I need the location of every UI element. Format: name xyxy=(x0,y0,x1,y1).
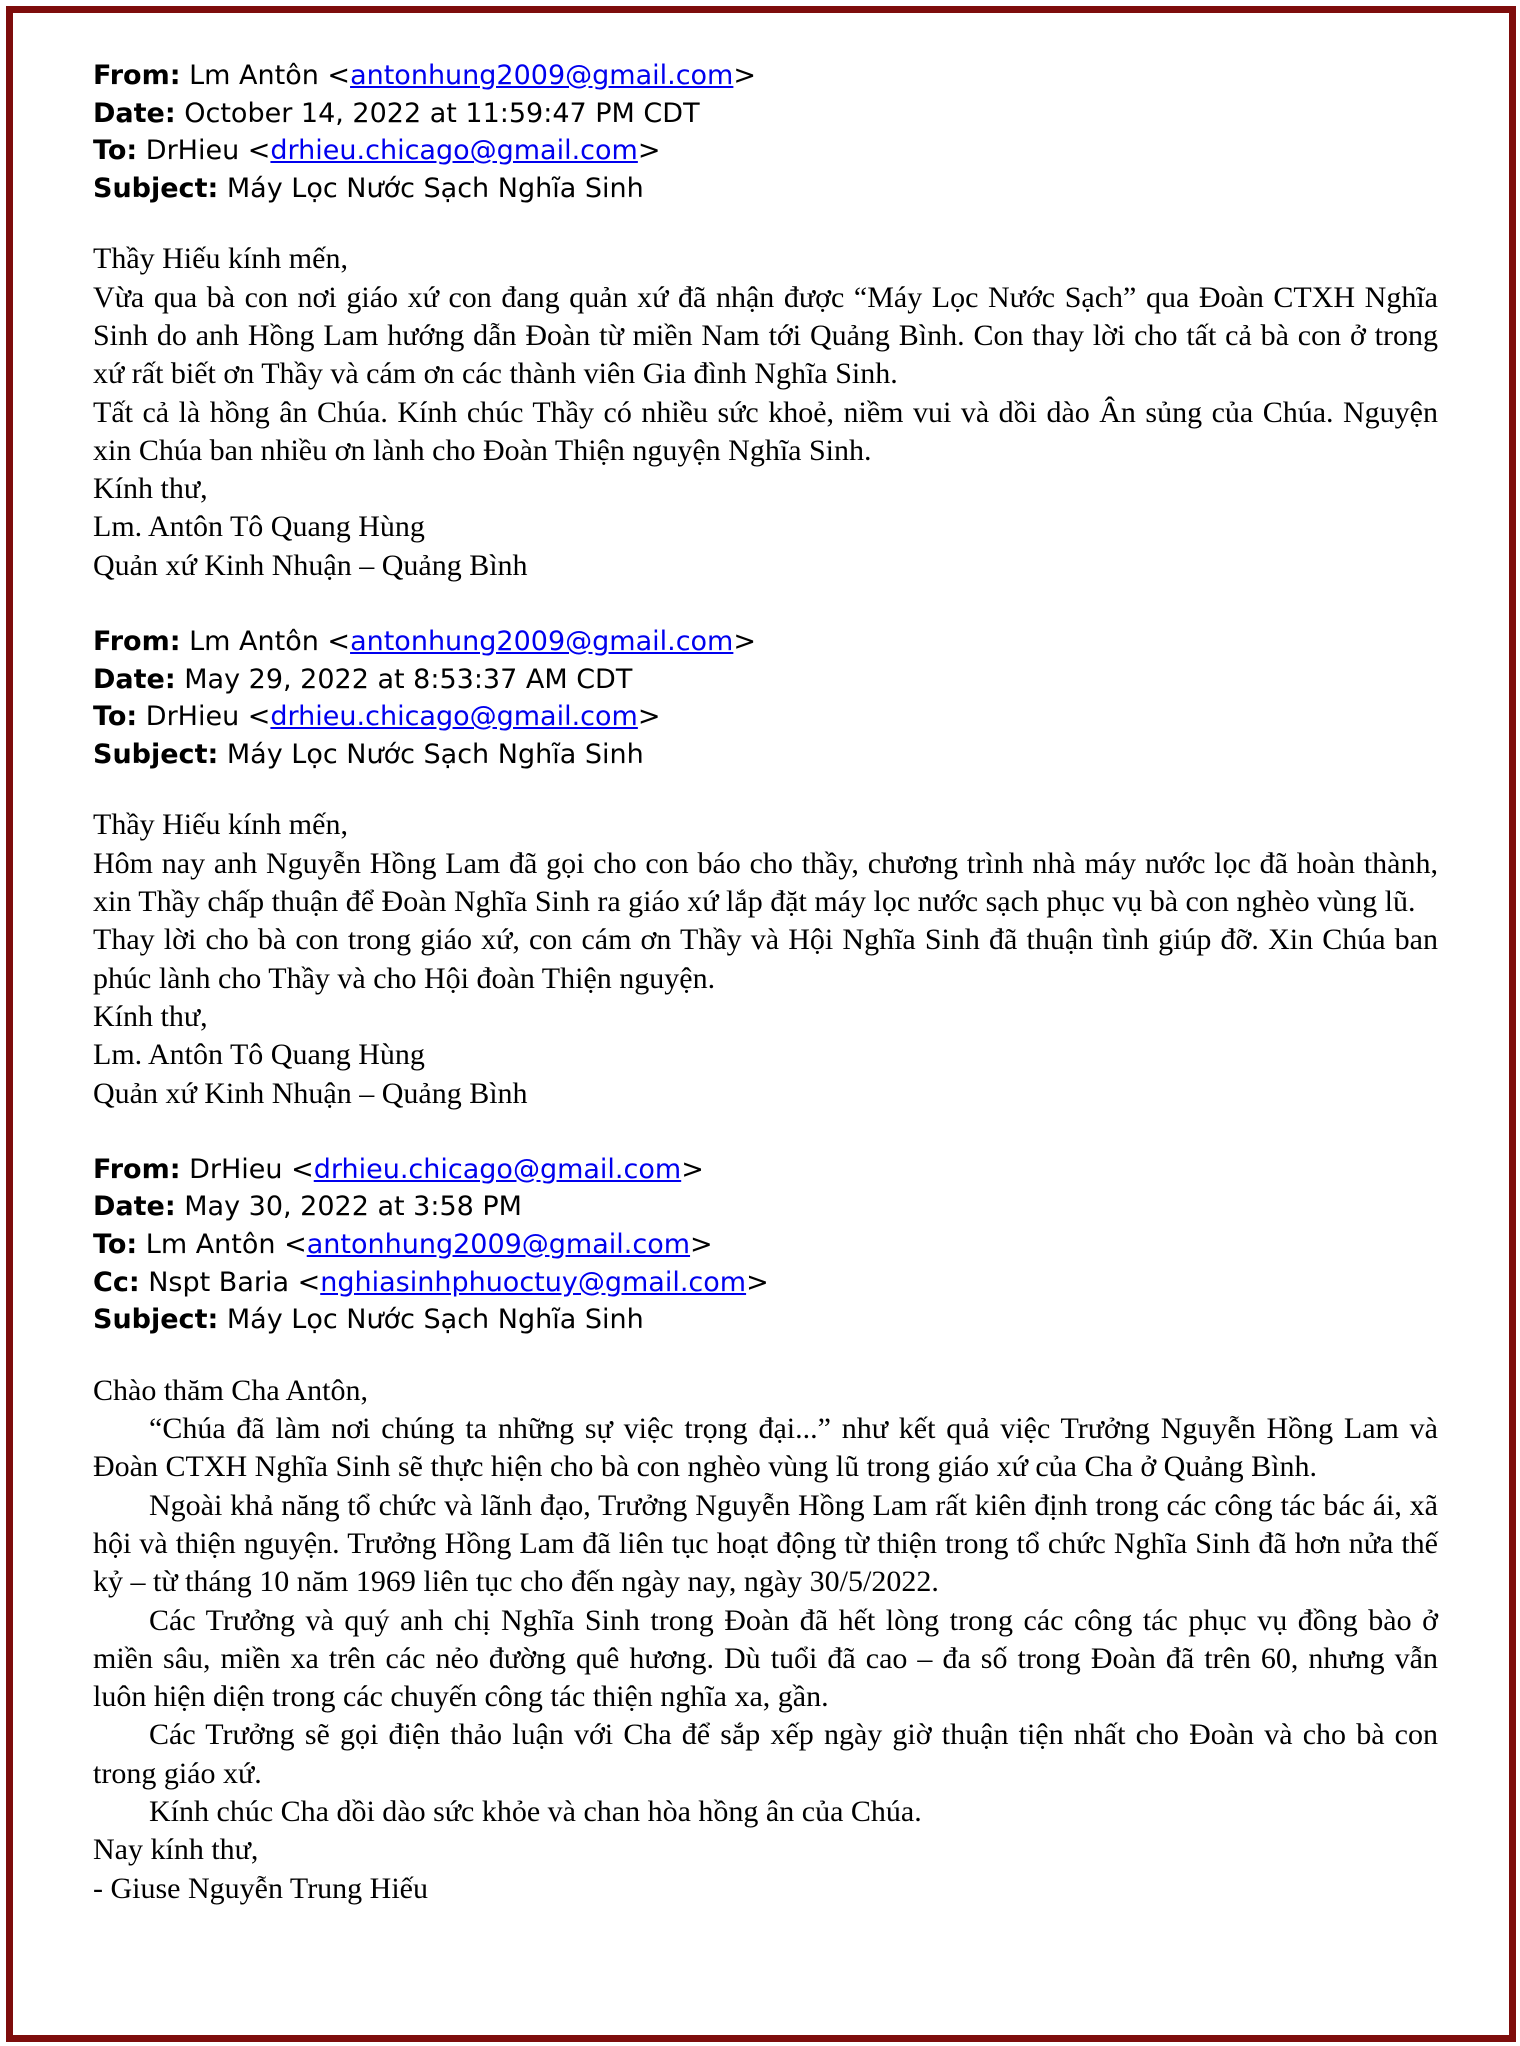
email-3-from-link[interactable]: drhieu.chicago@gmail.com xyxy=(313,1153,682,1185)
email-2-subject: Subject: Máy Lọc Nước Sạch Nghĩa Sinh xyxy=(93,738,644,770)
email-3-to: To: Lm Antôn <antonhung2009@gmail.com> xyxy=(93,1228,713,1260)
email-1-from: From: Lm Antôn <antonhung2009@gmail.com> xyxy=(93,60,756,91)
email-3-greeting: Chào thăm Cha Antôn, xyxy=(93,1373,368,1407)
email-3-paragraph: Các Trưởng sẽ gọi điện thảo luận với Cha để sắp xếp ngày giờ thuận tiện nhất cho Đoàn và cho bà con trong giáo xứ. xyxy=(93,1718,1438,1790)
email-2-closing: Kính thư, xyxy=(93,999,208,1033)
email-1-closing: Kính thư, xyxy=(93,472,208,506)
email-1-to-link[interactable]: drhieu.chicago@gmail.com xyxy=(270,135,638,167)
email-2-greeting: Thầy Hiếu kính mến, xyxy=(93,808,348,842)
email-3-paragraph: Kính chúc Cha dồi dào sức khỏe và chan hòa hồng ân của Chúa. xyxy=(149,1795,922,1829)
email-1 xyxy=(93,57,1438,585)
email-2-paragraph: Thay lời cho bà con trong giáo xứ, con cám ơn Thầy và Hội Nghĩa Sinh đã thuận tình giúp đỡ. Xin Chúa ban phúc lành cho Thầy và cho Hội đoàn Thiện nguyện. xyxy=(93,923,1438,995)
email-3-subject: Subject: Máy Lọc Nước Sạch Nghĩa Sinh xyxy=(93,1304,644,1336)
email-1-signature-name: Lm. Antôn Tô Quang Hùng xyxy=(93,510,425,544)
email-3-paragraph: Các Trưởng và quý anh chị Nghĩa Sinh trong Đoàn đã hết lòng trong các công tác phục vụ đồng bào ở miền sâu, miền xa trên các nẻo đường quê hương. Dù tuổi đã cao – đa số trong Đoàn đã trên 60, nhưng vẫn luôn hiện diện trong các chuyến công tác thiện nghĩa xa, gần. xyxy=(93,1603,1438,1714)
email-1-signature-title: Quản xứ Kinh Nhuận – Quảng Bình xyxy=(93,548,528,582)
email-2-to: To: DrHieu <drhieu.chicago@gmail.com> xyxy=(93,701,661,733)
email-1-paragraph: Tất cả là hồng ân Chúa. Kính chúc Thầy có nhiều sức khoẻ, niềm vui và dồi dào Ân sủng của Chúa. Nguyện xin Chúa ban nhiều ơn lành cho Đoàn Thiện nguyện Nghĩa Sinh. xyxy=(93,395,1438,467)
email-3-from: From: DrHieu <drhieu.chicago@gmail.com> xyxy=(93,1153,704,1185)
email-thread xyxy=(93,57,1438,1908)
email-3-date: Date: May 30, 2022 at 3:58 PM xyxy=(93,1191,522,1223)
email-1-from-link[interactable]: antonhung2009@gmail.com xyxy=(350,60,734,91)
email-3-closing: Nay kính thư, xyxy=(93,1833,259,1867)
email-1-paragraph: Vừa qua bà con nơi giáo xứ con đang quản xứ đã nhận được “Máy Lọc Nước Sạch” qua Đoàn CTXH Nghĩa Sinh do anh Hồng Lam hướng dẫn Đoàn từ miền Nam tới Quảng Bình. Con thay lời cho tất cả bà con ở trong xứ rất biết ơn Thầy và cám ơn các thành viên Gia đình Nghĩa Sinh. xyxy=(93,280,1438,391)
email-2-date: Date: May 29, 2022 at 8:53:37 AM CDT xyxy=(93,663,633,695)
email-2-signature-title: Quản xứ Kinh Nhuận – Quảng Bình xyxy=(93,1076,528,1110)
email-3-cc: Cc: Nspt Baria <nghiasinhphuoctuy@gmail.com> xyxy=(93,1266,769,1298)
email-1-subject: Subject: Máy Lọc Nước Sạch Nghĩa Sinh xyxy=(93,172,644,204)
email-2-from-link[interactable]: antonhung2009@gmail.com xyxy=(350,626,734,658)
email-1-to: To: DrHieu <drhieu.chicago@gmail.com> xyxy=(93,135,661,167)
email-3-cc-link[interactable]: nghiasinhphuoctuy@gmail.com xyxy=(320,1266,747,1298)
email-3-paragraph: “Chúa đã làm nơi chúng ta những sự việc trọng đại...” như kết quả việc Trưởng Nguyễn Hồng Lam và Đoàn CTXH Nghĩa Sinh sẽ thực hiện cho bà con nghèo vùng lũ trong giáo xứ của Cha ở Quảng Bình. xyxy=(93,1412,1438,1484)
email-2-signature-name: Lm. Antôn Tô Quang Hùng xyxy=(93,1038,425,1072)
email-2-to-link[interactable]: drhieu.chicago@gmail.com xyxy=(270,701,638,733)
email-3-signature-name: - Giuse Nguyễn Trung Hiếu xyxy=(93,1871,428,1905)
email-1-greeting: Thầy Hiếu kính mến, xyxy=(93,242,348,276)
email-3 xyxy=(93,1151,1438,1908)
page-frame xyxy=(6,6,1516,2042)
email-3-paragraph: Ngoài khả năng tổ chức và lãnh đạo, Trưởng Nguyễn Hồng Lam rất kiên định trong các công tác bác ái, xã hội và thiện nguyện. Trưởng Hồng Lam đã liên tục hoạt động từ thiện trong tổ chức Nghĩa Sinh đã hơn nửa thế kỷ – từ tháng 10 năm 1969 liên tục cho đến ngày nay, ngày 30/5/2022. xyxy=(93,1488,1438,1599)
email-2 xyxy=(93,623,1438,1113)
email-1-date: Date: October 14, 2022 at 11:59:47 PM CDT xyxy=(93,97,700,129)
email-2-from: From: Lm Antôn <antonhung2009@gmail.com> xyxy=(93,626,756,658)
email-3-to-link[interactable]: antonhung2009@gmail.com xyxy=(306,1228,691,1260)
email-2-paragraph: Hôm nay anh Nguyễn Hồng Lam đã gọi cho con báo cho thầy, chương trình nhà máy nước lọc đã hoàn thành, xin Thầy chấp thuận để Đoàn Nghĩa Sinh ra giáo xứ lắp đặt máy lọc nước sạch phục vụ bà con nghèo vùng lũ. xyxy=(93,846,1438,919)
